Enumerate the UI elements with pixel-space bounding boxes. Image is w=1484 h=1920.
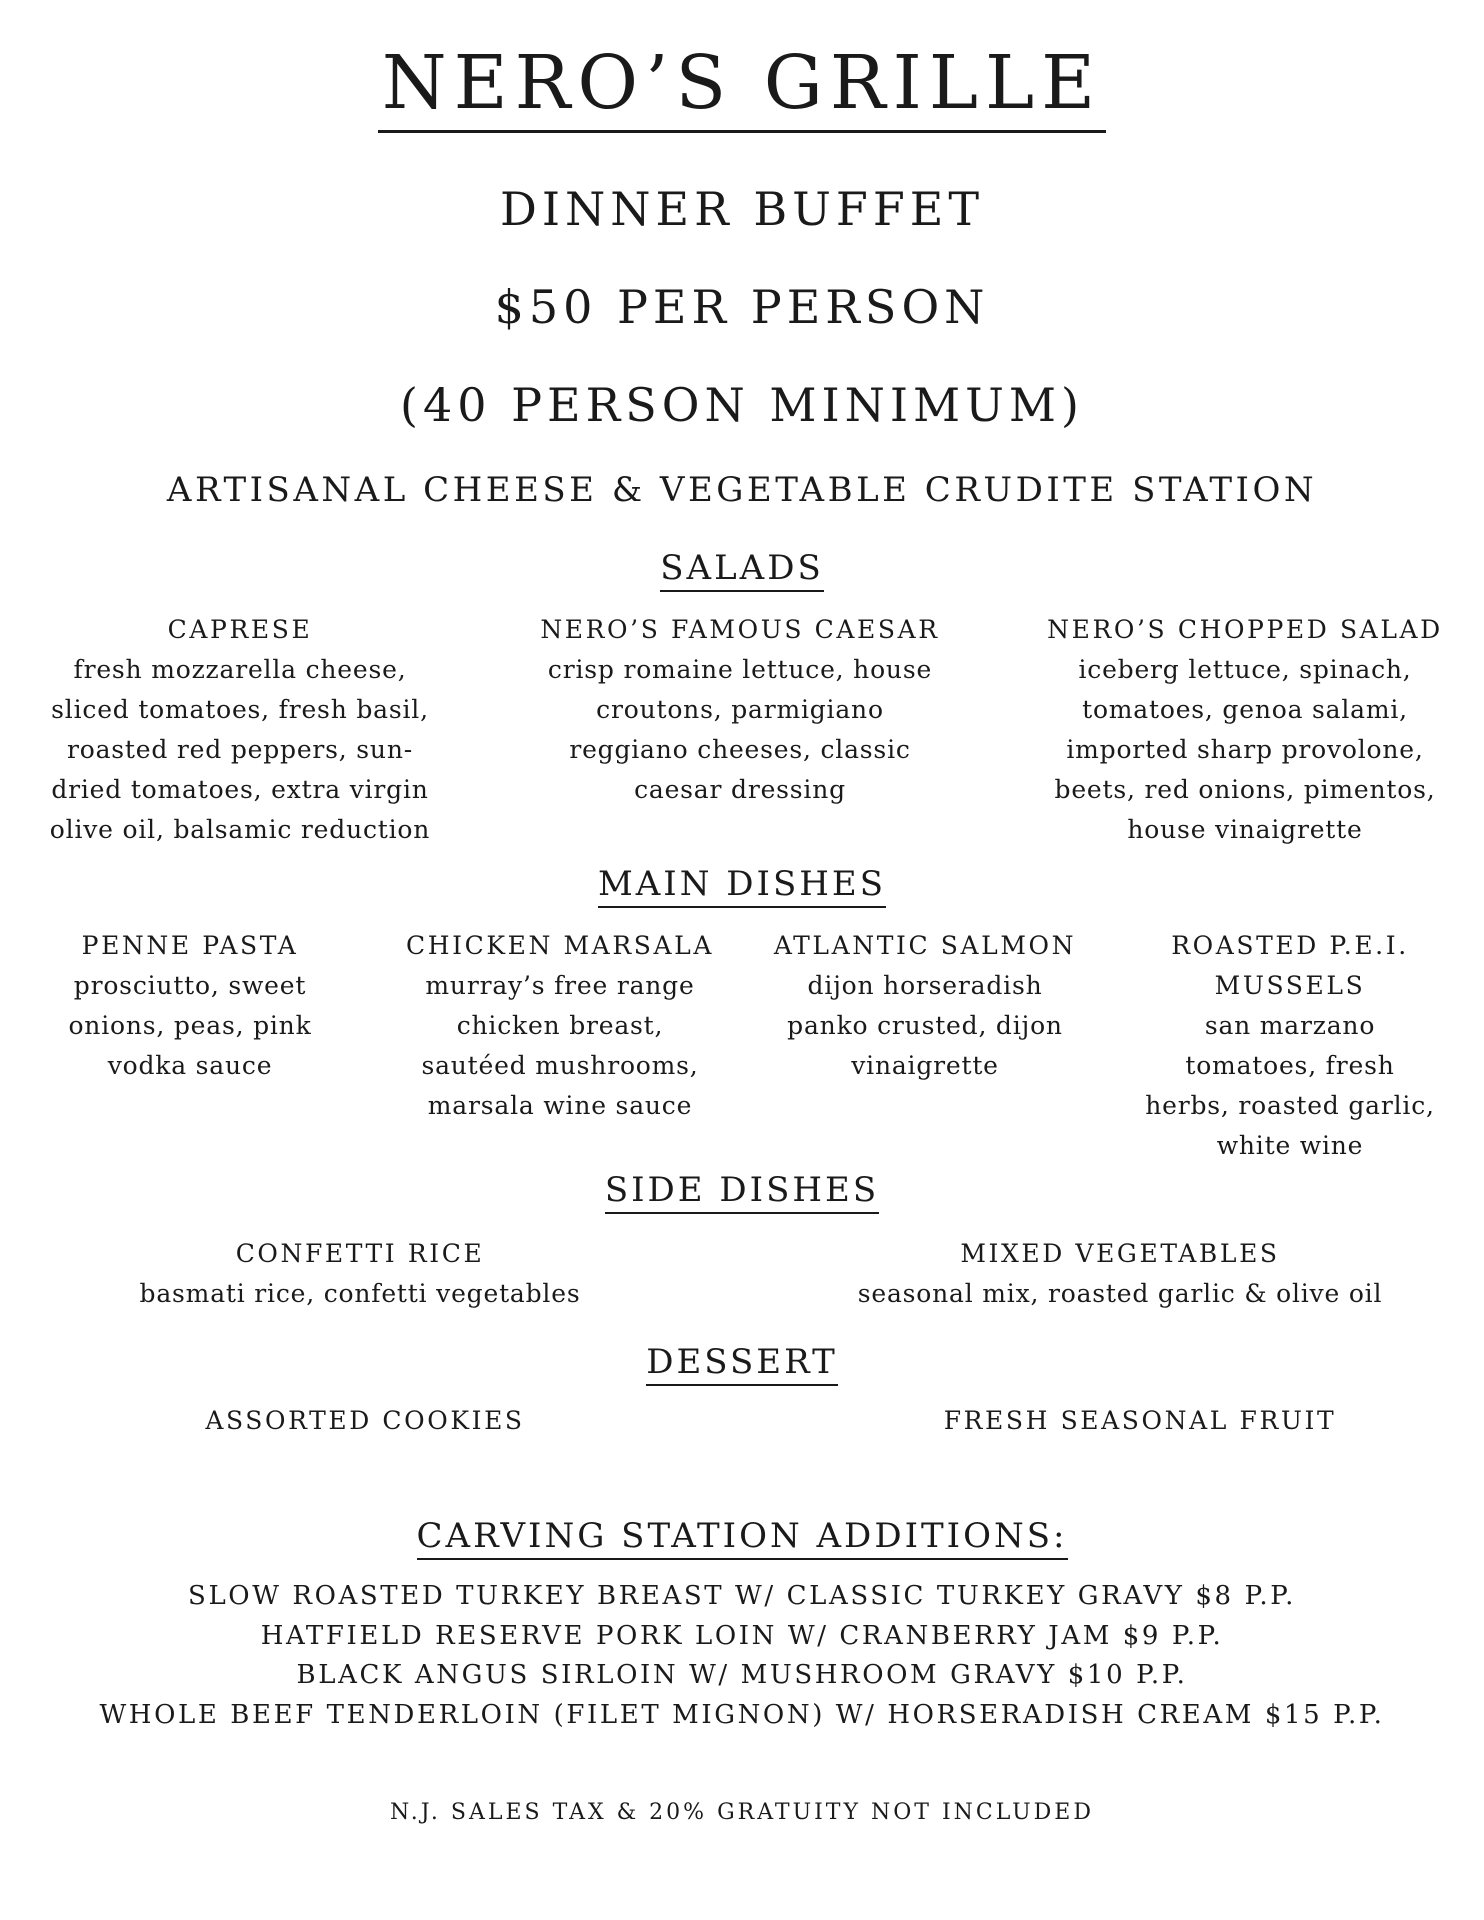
main-dish-desc-line: murray’s free range xyxy=(425,971,695,1000)
main-dish-desc-line: sautéed mushrooms, xyxy=(421,1051,699,1080)
salad-desc-line: caesar dressing xyxy=(634,775,846,804)
main-dishes-heading-label: MAIN DISHES xyxy=(598,866,886,908)
carving-heading xyxy=(0,1516,1484,1560)
main-dish-name: MUSSELS xyxy=(1214,971,1366,1000)
side-dish-name: CONFETTI RICE xyxy=(235,1239,485,1268)
dessert-assorted-cookies: ASSORTED COOKIES xyxy=(205,1406,525,1435)
main-dish-desc-line: vodka sauce xyxy=(107,1051,273,1080)
carving-item-pork-loin: HATFIELD RESERVE PORK LOIN W/ CRANBERRY JAM $9 P.P. xyxy=(260,1620,1224,1651)
main-dish-desc-line: onions, peas, pink xyxy=(68,1011,312,1040)
main-dish-desc-line: panko crusted, dijon xyxy=(787,1011,1063,1040)
main-dish-desc-line: tomatoes, fresh xyxy=(1185,1051,1395,1080)
main-dish-name: PENNE PASTA xyxy=(81,931,299,960)
restaurant-name: NERO’S GRILLE xyxy=(378,46,1106,133)
salad-desc-line: fresh mozzarella cheese, xyxy=(73,655,407,684)
buffet-price: $50 PER PERSON xyxy=(494,280,990,334)
salad-desc-line: roasted red peppers, sun- xyxy=(67,735,413,764)
salad-desc-line: beets, red onions, pimentos, xyxy=(1054,775,1436,804)
main-dish-desc-line: marsala wine sauce xyxy=(427,1091,693,1120)
side-mixed-vegetables xyxy=(800,1234,1440,1314)
side-confetti-rice xyxy=(60,1234,660,1314)
salad-desc-line: house vinaigrette xyxy=(1127,815,1363,844)
main-dish-desc-line: white wine xyxy=(1216,1131,1364,1160)
salad-caprese xyxy=(20,610,460,850)
salad-desc-line: croutons, parmigiano xyxy=(596,695,884,724)
main-dish-desc-line: san marzano xyxy=(1204,1011,1376,1040)
main-chicken-marsala xyxy=(390,926,730,1126)
main-dish-desc-line: prosciutto, sweet xyxy=(73,971,307,1000)
carving-heading-label: CARVING STATION ADDITIONS: xyxy=(417,1518,1068,1560)
main-atlantic-salmon xyxy=(755,926,1095,1086)
salad-desc-line: crisp romaine lettuce, house xyxy=(547,655,933,684)
dessert-seasonal-fruit: FRESH SEASONAL FRUIT xyxy=(943,1406,1337,1435)
main-dish-desc-line: herbs, roasted garlic, xyxy=(1145,1091,1435,1120)
salads-heading-label: SALADS xyxy=(660,550,824,592)
carving-item-turkey: SLOW ROASTED TURKEY BREAST W/ CLASSIC TURKEY GRAVY $8 P.P. xyxy=(188,1581,1296,1611)
tax-gratuity-note: N.J. SALES TAX & 20% GRATUITY NOT INCLUDED xyxy=(389,1800,1095,1825)
cheese-crudite-station: ARTISANAL CHEESE & VEGETABLE CRUDITE STATION xyxy=(166,470,1318,510)
main-dish-desc-line: chicken breast, xyxy=(456,1011,664,1040)
salad-chopped xyxy=(1025,610,1465,850)
salad-desc-line: olive oil, balsamic reduction xyxy=(49,815,431,844)
salad-desc-line: imported sharp provolone, xyxy=(1066,735,1424,764)
main-dish-name: CHICKEN MARSALA xyxy=(406,931,714,960)
salad-desc-line: dried tomatoes, extra virgin xyxy=(51,775,429,804)
main-dish-desc-line: vinaigrette xyxy=(851,1051,999,1080)
salad-name: CAPRESE xyxy=(167,615,313,644)
main-penne-pasta xyxy=(20,926,360,1086)
salad-desc-line: iceberg lettuce, spinach, xyxy=(1078,655,1412,684)
carving-item-sirloin: BLACK ANGUS SIRLOIN W/ MUSHROOM GRAVY $10 P.P. xyxy=(296,1660,1188,1690)
buffet-minimum: (40 PERSON MINIMUM) xyxy=(400,378,1084,432)
salad-name: NERO’S FAMOUS CAESAR xyxy=(540,615,940,644)
side-dish-name: MIXED VEGETABLES xyxy=(960,1239,1280,1268)
salad-desc-line: reggiano cheeses, classic xyxy=(569,735,911,764)
dessert-heading-label: DESSERT xyxy=(646,1344,838,1386)
side-dish-desc: basmati rice, confetti vegetables xyxy=(139,1279,581,1308)
restaurant-title xyxy=(0,40,1484,133)
salad-name: NERO’S CHOPPED SALAD xyxy=(1047,615,1443,644)
main-pei-mussels xyxy=(1120,926,1460,1166)
carving-item-tenderloin: WHOLE BEEF TENDERLOIN (FILET MIGNON) W/ HORSERADISH CREAM $15 P.P. xyxy=(99,1699,1385,1730)
salad-desc-line: sliced tomatoes, fresh basil, xyxy=(51,695,429,724)
main-dish-name: ROASTED P.E.I. xyxy=(1171,931,1409,960)
buffet-title: DINNER BUFFET xyxy=(499,182,985,236)
side-dishes-heading-label: SIDE DISHES xyxy=(605,1172,879,1214)
side-dishes-heading xyxy=(0,1170,1484,1214)
salad-desc-line: tomatoes, genoa salami, xyxy=(1082,695,1408,724)
main-dishes-heading xyxy=(0,864,1484,908)
salads-heading xyxy=(0,548,1484,592)
main-dish-desc-line: dijon horseradish xyxy=(807,971,1043,1000)
main-dish-name: ATLANTIC SALMON xyxy=(773,931,1077,960)
side-dish-desc: seasonal mix, roasted garlic & olive oil xyxy=(857,1279,1383,1308)
salad-caesar xyxy=(520,610,960,810)
dessert-heading xyxy=(0,1342,1484,1386)
carving-list xyxy=(0,1577,1484,1735)
